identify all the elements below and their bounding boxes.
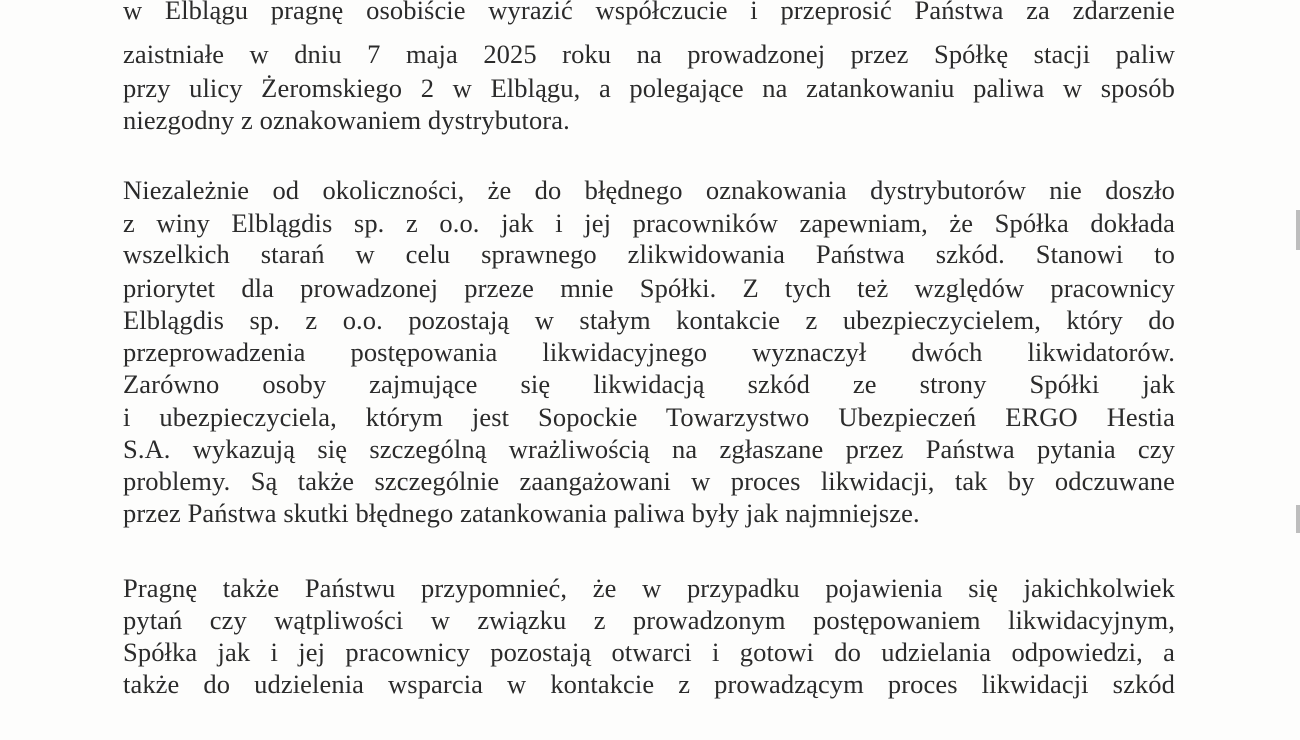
paragraph-2-line-6: przeprowadzenia postępowania likwidacyjnego wyznaczył dwóch likwidatorów. <box>123 337 1175 367</box>
paragraph-2-line-1: Niezależnie od okoliczności, że do błędnego oznakowania dystrybutorów nie doszło <box>123 175 1175 205</box>
paragraph-2-line-7: Zarówno osoby zajmujące się likwidacją szkód ze strony Spółki jak <box>123 369 1175 399</box>
paragraph-2-line-5: Elblągdis sp. z o.o. pozostają w stałym kontakcie z ubezpieczycielem, który do <box>123 305 1175 335</box>
paragraph-1-line-3: przy ulicy Żeromskiego 2 w Elblągu, a polegające na zatankowaniu paliwa w sposób <box>123 73 1175 103</box>
paragraph-2-line-4: priorytet dla prowadzonej przeze mnie Spółki. Z tych też względów pracownicy <box>123 273 1175 303</box>
paragraph-3-line-3: Spółka jak i jej pracownicy pozostają otwarci i gotowi do udzielania odpowiedzi, a <box>123 637 1175 667</box>
paragraph-2-line-10: problemy. Są także szczególnie zaangażowani w proces likwidacji, tak by odczuwane <box>123 466 1175 496</box>
paragraph-2-line-8: i ubezpieczyciela, którym jest Sopockie Towarzystwo Ubezpieczeń ERGO Hestia <box>123 402 1175 432</box>
paragraph-3-line-4: także do udzielenia wsparcia w kontakcie z prowadzącym proces likwidacji szkód <box>123 669 1175 699</box>
paragraph-2-line-2: z winy Elblągdis sp. z o.o. jak i jej pracowników zapewniam, że Spółka dokłada <box>123 208 1175 238</box>
scan-edge-mark <box>1296 210 1300 250</box>
paragraph-2-line-9: S.A. wykazują się szczególną wrażliwością na zgłaszane przez Państwa pytania czy <box>123 434 1175 464</box>
paragraph-1-line-1: w Elblągu pragnę osobiście wyrazić współczucie i przeprosić Państwa za zdarzenie <box>123 0 1175 25</box>
paragraph-1-line-4: niezgodny z oznakowaniem dystrybutora. <box>123 105 570 135</box>
paragraph-1-line-2: zaistniałe w dniu 7 maja 2025 roku na prowadzonej przez Spółkę stacji paliw <box>123 39 1175 69</box>
scan-edge-mark <box>1296 505 1300 533</box>
paragraph-2-line-11: przez Państwa skutki błędnego zatankowania paliwa były jak najmniejsze. <box>123 498 920 528</box>
paragraph-3-line-2: pytań czy wątpliwości w związku z prowadzonym postępowaniem likwidacyjnym, <box>123 605 1175 635</box>
paragraph-2-line-3: wszelkich starań w celu sprawnego zlikwidowania Państwa szkód. Stanowi to <box>123 239 1175 269</box>
paragraph-3-line-1: Pragnę także Państwu przypomnieć, że w przypadku pojawienia się jakichkolwiek <box>123 573 1175 603</box>
